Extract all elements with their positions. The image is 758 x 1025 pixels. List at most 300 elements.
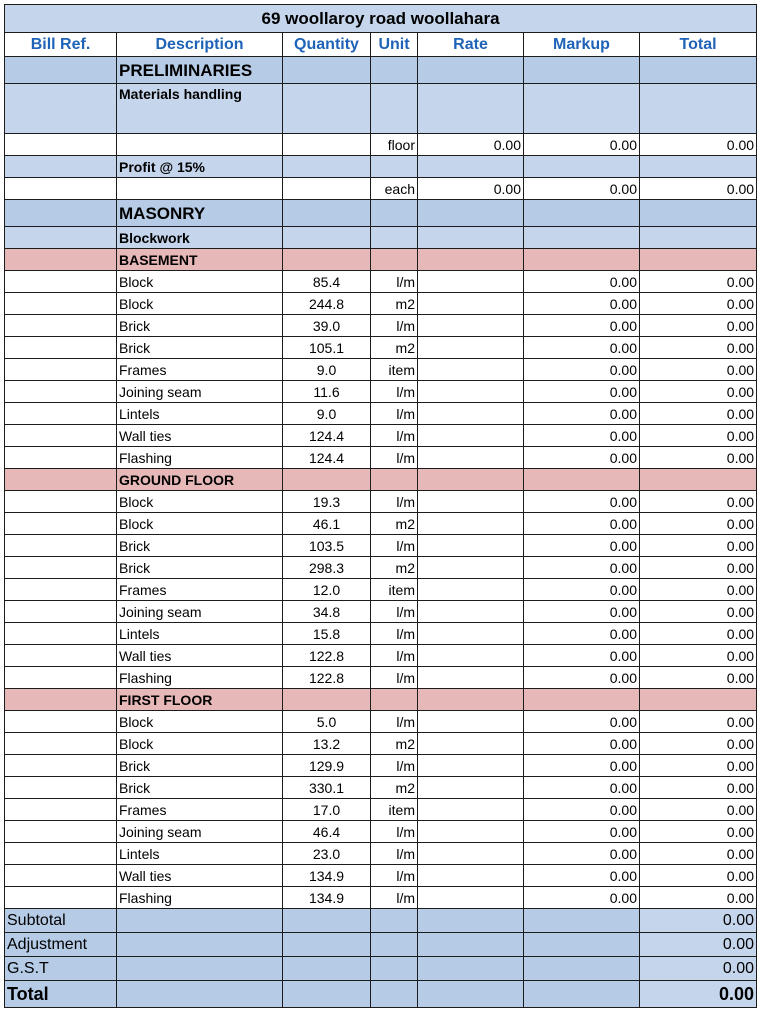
markup-cell[interactable]: 0.00 (524, 777, 640, 799)
cell[interactable] (524, 84, 640, 134)
cell[interactable] (371, 249, 418, 271)
cell[interactable] (418, 933, 524, 957)
bill-ref-cell[interactable] (5, 865, 117, 887)
cell[interactable] (524, 469, 640, 491)
total-cell[interactable]: 0.00 (640, 491, 757, 513)
subheading-label[interactable]: Materials handling (117, 84, 283, 134)
markup-cell[interactable]: 0.00 (524, 178, 640, 200)
cell[interactable] (283, 249, 371, 271)
total-cell[interactable]: 0.00 (640, 623, 757, 645)
cell[interactable] (283, 200, 371, 227)
quantity-cell[interactable]: 39.0 (283, 315, 371, 337)
rate-cell[interactable] (418, 733, 524, 755)
total-cell[interactable]: 0.00 (640, 271, 757, 293)
cell[interactable] (371, 981, 418, 1008)
section-label[interactable]: MASONRY (117, 200, 283, 227)
markup-cell[interactable]: 0.00 (524, 887, 640, 909)
description-cell[interactable]: Frames (117, 579, 283, 601)
unit-cell[interactable]: m2 (371, 337, 418, 359)
header-rate[interactable]: Rate (418, 33, 524, 57)
subheading-label[interactable]: Profit @ 15% (117, 156, 283, 178)
rate-cell[interactable] (418, 777, 524, 799)
quantity-cell[interactable]: 129.9 (283, 755, 371, 777)
total-cell[interactable]: 0.00 (640, 667, 757, 689)
quantity-cell[interactable]: 11.6 (283, 381, 371, 403)
header-unit[interactable]: Unit (371, 33, 418, 57)
markup-cell[interactable]: 0.00 (524, 821, 640, 843)
cell[interactable] (371, 57, 418, 84)
unit-cell[interactable]: l/m (371, 381, 418, 403)
cell[interactable] (5, 84, 117, 134)
unit-cell[interactable]: l/m (371, 821, 418, 843)
markup-cell[interactable]: 0.00 (524, 557, 640, 579)
total-cell[interactable]: 0.00 (640, 755, 757, 777)
quantity-cell[interactable]: 134.9 (283, 865, 371, 887)
cell[interactable] (371, 469, 418, 491)
cell[interactable] (283, 227, 371, 249)
header-description[interactable]: Description (117, 33, 283, 57)
bill-ref-cell[interactable] (5, 513, 117, 535)
quantity-cell[interactable]: 9.0 (283, 359, 371, 381)
unit-cell[interactable]: l/m (371, 843, 418, 865)
bill-ref-cell[interactable] (5, 447, 117, 469)
rate-cell[interactable] (418, 799, 524, 821)
total-cell[interactable]: 0.00 (640, 579, 757, 601)
cell[interactable] (418, 156, 524, 178)
description-cell[interactable]: Lintels (117, 403, 283, 425)
floor-label[interactable]: GROUND FLOOR (117, 469, 283, 491)
quantity-cell[interactable]: 244.8 (283, 293, 371, 315)
total-cell[interactable]: 0.00 (640, 134, 757, 156)
unit-cell[interactable]: item (371, 799, 418, 821)
cell[interactable] (283, 469, 371, 491)
description-cell[interactable]: Joining seam (117, 381, 283, 403)
cell[interactable] (418, 57, 524, 84)
total-cell[interactable]: 0.00 (640, 447, 757, 469)
cell[interactable] (117, 178, 283, 200)
total-label[interactable]: Total (5, 981, 117, 1008)
cell[interactable] (283, 957, 371, 981)
description-cell[interactable]: Block (117, 733, 283, 755)
rate-cell[interactable] (418, 755, 524, 777)
bill-ref-cell[interactable] (5, 579, 117, 601)
rate-cell[interactable]: 0.00 (418, 178, 524, 200)
rate-cell[interactable] (418, 271, 524, 293)
markup-cell[interactable]: 0.00 (524, 711, 640, 733)
cell[interactable] (418, 249, 524, 271)
bill-ref-cell[interactable] (5, 381, 117, 403)
rate-cell[interactable] (418, 711, 524, 733)
sheet-title[interactable]: 69 woollaroy road woollahara (5, 5, 757, 33)
description-cell[interactable]: Flashing (117, 667, 283, 689)
quantity-cell[interactable]: 12.0 (283, 579, 371, 601)
unit-cell[interactable]: l/m (371, 271, 418, 293)
cell[interactable] (524, 981, 640, 1008)
cell[interactable] (418, 200, 524, 227)
cell[interactable] (640, 156, 757, 178)
description-cell[interactable]: Wall ties (117, 645, 283, 667)
floor-label[interactable]: BASEMENT (117, 249, 283, 271)
total-cell[interactable]: 0.00 (640, 799, 757, 821)
quantity-cell[interactable]: 13.2 (283, 733, 371, 755)
unit-cell[interactable]: m2 (371, 513, 418, 535)
total-cell[interactable]: 0.00 (640, 381, 757, 403)
quantity-cell[interactable]: 122.8 (283, 645, 371, 667)
total-cell[interactable]: 0.00 (640, 403, 757, 425)
cell[interactable] (640, 200, 757, 227)
bill-ref-cell[interactable] (5, 667, 117, 689)
rate-cell[interactable] (418, 447, 524, 469)
cell[interactable] (418, 84, 524, 134)
cell[interactable] (640, 57, 757, 84)
markup-cell[interactable]: 0.00 (524, 667, 640, 689)
cell[interactable] (418, 957, 524, 981)
unit-cell[interactable]: l/m (371, 403, 418, 425)
bill-ref-cell[interactable] (5, 557, 117, 579)
floor-label[interactable]: FIRST FLOOR (117, 689, 283, 711)
section-label[interactable]: PRELIMINARIES (117, 57, 283, 84)
unit-cell[interactable]: item (371, 359, 418, 381)
unit-cell[interactable]: m2 (371, 557, 418, 579)
cell[interactable] (418, 909, 524, 933)
bill-ref-cell[interactable] (5, 271, 117, 293)
cell[interactable] (640, 227, 757, 249)
unit-cell[interactable]: each (371, 178, 418, 200)
total-cell[interactable]: 0.00 (640, 821, 757, 843)
rate-cell[interactable] (418, 887, 524, 909)
quantity-cell[interactable]: 85.4 (283, 271, 371, 293)
markup-cell[interactable]: 0.00 (524, 337, 640, 359)
cell[interactable] (371, 957, 418, 981)
subtotal-value[interactable]: 0.00 (640, 909, 757, 933)
header-quantity[interactable]: Quantity (283, 33, 371, 57)
total-cell[interactable]: 0.00 (640, 557, 757, 579)
cell[interactable] (524, 227, 640, 249)
description-cell[interactable]: Frames (117, 359, 283, 381)
unit-cell[interactable]: l/m (371, 447, 418, 469)
unit-cell[interactable]: l/m (371, 887, 418, 909)
description-cell[interactable]: Brick (117, 777, 283, 799)
adjustment-value[interactable]: 0.00 (640, 933, 757, 957)
description-cell[interactable]: Brick (117, 337, 283, 359)
quantity-cell[interactable]: 124.4 (283, 447, 371, 469)
description-cell[interactable]: Flashing (117, 447, 283, 469)
description-cell[interactable]: Block (117, 711, 283, 733)
bill-ref-cell[interactable] (5, 711, 117, 733)
quantity-cell[interactable]: 17.0 (283, 799, 371, 821)
rate-cell[interactable] (418, 821, 524, 843)
markup-cell[interactable]: 0.00 (524, 843, 640, 865)
description-cell[interactable]: Joining seam (117, 821, 283, 843)
markup-cell[interactable]: 0.00 (524, 645, 640, 667)
rate-cell[interactable] (418, 579, 524, 601)
markup-cell[interactable]: 0.00 (524, 623, 640, 645)
bill-ref-cell[interactable] (5, 777, 117, 799)
total-cell[interactable]: 0.00 (640, 711, 757, 733)
total-row (5, 981, 757, 1008)
markup-cell[interactable]: 0.00 (524, 755, 640, 777)
description-cell[interactable]: Block (117, 513, 283, 535)
quantity-cell[interactable]: 46.4 (283, 821, 371, 843)
markup-cell[interactable]: 0.00 (524, 403, 640, 425)
bill-ref-cell[interactable] (5, 887, 117, 909)
description-cell[interactable]: Brick (117, 535, 283, 557)
quantity-cell[interactable]: 298.3 (283, 557, 371, 579)
rate-cell[interactable] (418, 645, 524, 667)
description-cell[interactable]: Flashing (117, 887, 283, 909)
adjustment-label[interactable]: Adjustment (5, 933, 117, 957)
unit-cell[interactable]: l/m (371, 425, 418, 447)
cell[interactable] (5, 200, 117, 227)
markup-cell[interactable]: 0.00 (524, 293, 640, 315)
description-cell[interactable]: Brick (117, 755, 283, 777)
rate-cell[interactable] (418, 293, 524, 315)
quantity-cell[interactable]: 23.0 (283, 843, 371, 865)
markup-cell[interactable]: 0.00 (524, 315, 640, 337)
total-cell[interactable]: 0.00 (640, 843, 757, 865)
total-cell[interactable]: 0.00 (640, 535, 757, 557)
markup-cell[interactable]: 0.00 (524, 579, 640, 601)
description-cell[interactable]: Lintels (117, 623, 283, 645)
cell[interactable] (371, 84, 418, 134)
bill-ref-cell[interactable] (5, 821, 117, 843)
description-cell[interactable]: Block (117, 491, 283, 513)
bill-ref-cell[interactable] (5, 293, 117, 315)
cell[interactable] (418, 981, 524, 1008)
markup-cell[interactable]: 0.00 (524, 447, 640, 469)
line-item-row (5, 667, 757, 689)
unit-cell[interactable]: l/m (371, 865, 418, 887)
rate-cell[interactable] (418, 865, 524, 887)
rate-cell[interactable] (418, 315, 524, 337)
cell[interactable] (117, 933, 283, 957)
quantity-cell[interactable]: 105.1 (283, 337, 371, 359)
cell[interactable] (283, 156, 371, 178)
unit-cell[interactable]: m2 (371, 733, 418, 755)
unit-cell[interactable]: l/m (371, 491, 418, 513)
unit-cell[interactable]: l/m (371, 315, 418, 337)
total-cell[interactable]: 0.00 (640, 293, 757, 315)
description-cell[interactable]: Joining seam (117, 601, 283, 623)
bill-ref-cell[interactable] (5, 403, 117, 425)
quantity-cell[interactable]: 103.5 (283, 535, 371, 557)
total-cell[interactable]: 0.00 (640, 777, 757, 799)
cell[interactable] (5, 227, 117, 249)
quantity-cell[interactable]: 330.1 (283, 777, 371, 799)
gst-value[interactable]: 0.00 (640, 957, 757, 981)
rate-cell[interactable] (418, 359, 524, 381)
cell[interactable] (371, 689, 418, 711)
unit-cell[interactable]: l/m (371, 535, 418, 557)
quantity-cell[interactable]: 19.3 (283, 491, 371, 513)
quantity-cell[interactable]: 124.4 (283, 425, 371, 447)
bill-ref-cell[interactable] (5, 535, 117, 557)
rate-cell[interactable]: 0.00 (418, 134, 524, 156)
total-cell[interactable]: 0.00 (640, 645, 757, 667)
cell[interactable] (418, 469, 524, 491)
markup-cell[interactable]: 0.00 (524, 799, 640, 821)
cell[interactable] (5, 689, 117, 711)
cell[interactable] (283, 689, 371, 711)
quantity-cell[interactable]: 34.8 (283, 601, 371, 623)
total-cell[interactable]: 0.00 (640, 315, 757, 337)
cell[interactable] (283, 84, 371, 134)
markup-cell[interactable]: 0.00 (524, 535, 640, 557)
rate-cell[interactable] (418, 403, 524, 425)
subtotal-label[interactable]: Subtotal (5, 909, 117, 933)
markup-cell[interactable]: 0.00 (524, 491, 640, 513)
gst-label[interactable]: G.S.T (5, 957, 117, 981)
cell[interactable] (283, 909, 371, 933)
cell[interactable] (524, 689, 640, 711)
bill-ref-cell[interactable] (5, 799, 117, 821)
cell[interactable] (5, 134, 117, 156)
line-item-row (5, 733, 757, 755)
total-cell[interactable]: 0.00 (640, 865, 757, 887)
markup-cell[interactable]: 0.00 (524, 359, 640, 381)
cell[interactable] (117, 981, 283, 1008)
cell[interactable] (117, 909, 283, 933)
quantity-cell[interactable]: 5.0 (283, 711, 371, 733)
markup-cell[interactable]: 0.00 (524, 733, 640, 755)
cell[interactable] (640, 469, 757, 491)
total-cell[interactable]: 0.00 (640, 733, 757, 755)
markup-cell[interactable]: 0.00 (524, 134, 640, 156)
description-cell[interactable]: Block (117, 293, 283, 315)
bill-ref-cell[interactable] (5, 315, 117, 337)
cell[interactable] (283, 933, 371, 957)
cell[interactable] (5, 57, 117, 84)
markup-cell[interactable]: 0.00 (524, 865, 640, 887)
cell[interactable] (640, 249, 757, 271)
description-cell[interactable]: Frames (117, 799, 283, 821)
markup-cell[interactable]: 0.00 (524, 271, 640, 293)
description-cell[interactable]: Block (117, 271, 283, 293)
cell[interactable] (371, 909, 418, 933)
total-cell[interactable]: 0.00 (640, 887, 757, 909)
rate-cell[interactable] (418, 623, 524, 645)
total-cell[interactable]: 0.00 (640, 337, 757, 359)
cell[interactable] (524, 156, 640, 178)
header-markup[interactable]: Markup (524, 33, 640, 57)
cell[interactable] (283, 134, 371, 156)
cell[interactable] (640, 689, 757, 711)
total-cell[interactable]: 0.00 (640, 425, 757, 447)
cell[interactable] (524, 200, 640, 227)
quantity-cell[interactable]: 46.1 (283, 513, 371, 535)
section-row-masonry (5, 200, 757, 227)
rate-cell[interactable] (418, 491, 524, 513)
cell[interactable] (117, 957, 283, 981)
description-cell[interactable]: Lintels (117, 843, 283, 865)
bill-ref-cell[interactable] (5, 645, 117, 667)
bill-ref-cell[interactable] (5, 623, 117, 645)
unit-cell[interactable]: l/m (371, 755, 418, 777)
markup-cell[interactable]: 0.00 (524, 381, 640, 403)
total-cell[interactable]: 0.00 (640, 178, 757, 200)
rate-cell[interactable] (418, 513, 524, 535)
cell[interactable] (371, 227, 418, 249)
total-cell[interactable]: 0.00 (640, 513, 757, 535)
cell[interactable] (524, 249, 640, 271)
quantity-cell[interactable]: 134.9 (283, 887, 371, 909)
bill-ref-cell[interactable] (5, 425, 117, 447)
cell[interactable] (5, 156, 117, 178)
unit-cell[interactable]: item (371, 579, 418, 601)
total-cell[interactable]: 0.00 (640, 601, 757, 623)
bill-ref-cell[interactable] (5, 601, 117, 623)
bill-ref-cell[interactable] (5, 337, 117, 359)
cell[interactable] (640, 84, 757, 134)
quantity-cell[interactable]: 122.8 (283, 667, 371, 689)
rate-cell[interactable] (418, 337, 524, 359)
cell[interactable] (283, 57, 371, 84)
unit-cell[interactable]: m2 (371, 777, 418, 799)
cell[interactable] (524, 957, 640, 981)
unit-cell[interactable]: m2 (371, 293, 418, 315)
bill-ref-cell[interactable] (5, 359, 117, 381)
unit-cell[interactable]: l/m (371, 667, 418, 689)
unit-cell[interactable]: l/m (371, 711, 418, 733)
markup-cell[interactable]: 0.00 (524, 601, 640, 623)
subheading-label[interactable]: Blockwork (117, 227, 283, 249)
cell[interactable] (524, 933, 640, 957)
cell[interactable] (5, 469, 117, 491)
total-cell[interactable]: 0.00 (640, 359, 757, 381)
cell[interactable] (371, 933, 418, 957)
markup-cell[interactable]: 0.00 (524, 425, 640, 447)
bill-ref-cell[interactable] (5, 843, 117, 865)
description-cell[interactable]: Wall ties (117, 865, 283, 887)
cell[interactable] (5, 178, 117, 200)
cell[interactable] (283, 178, 371, 200)
header-total[interactable]: Total (640, 33, 757, 57)
quantity-cell[interactable]: 15.8 (283, 623, 371, 645)
markup-cell[interactable]: 0.00 (524, 513, 640, 535)
cell[interactable] (283, 981, 371, 1008)
rate-cell[interactable] (418, 535, 524, 557)
cell[interactable] (5, 249, 117, 271)
cell[interactable] (418, 689, 524, 711)
rate-cell[interactable] (418, 381, 524, 403)
description-cell[interactable]: Wall ties (117, 425, 283, 447)
header-bill-ref[interactable]: Bill Ref. (5, 33, 117, 57)
bill-ref-cell[interactable] (5, 755, 117, 777)
cell[interactable] (371, 156, 418, 178)
unit-cell[interactable]: l/m (371, 623, 418, 645)
unit-cell[interactable]: floor (371, 134, 418, 156)
cell[interactable] (418, 227, 524, 249)
cell[interactable] (117, 134, 283, 156)
rate-cell[interactable] (418, 601, 524, 623)
quantity-cell[interactable]: 9.0 (283, 403, 371, 425)
rate-cell[interactable] (418, 425, 524, 447)
cell[interactable] (371, 200, 418, 227)
cell[interactable] (524, 909, 640, 933)
rate-cell[interactable] (418, 843, 524, 865)
total-value[interactable]: 0.00 (640, 981, 757, 1008)
rate-cell[interactable] (418, 667, 524, 689)
bill-ref-cell[interactable] (5, 491, 117, 513)
unit-cell[interactable]: l/m (371, 601, 418, 623)
bill-ref-cell[interactable] (5, 733, 117, 755)
subheading-row-blockwork (5, 227, 757, 249)
unit-cell[interactable]: l/m (371, 645, 418, 667)
cell[interactable] (524, 57, 640, 84)
rate-cell[interactable] (418, 557, 524, 579)
description-cell[interactable]: Brick (117, 315, 283, 337)
description-cell[interactable]: Brick (117, 557, 283, 579)
